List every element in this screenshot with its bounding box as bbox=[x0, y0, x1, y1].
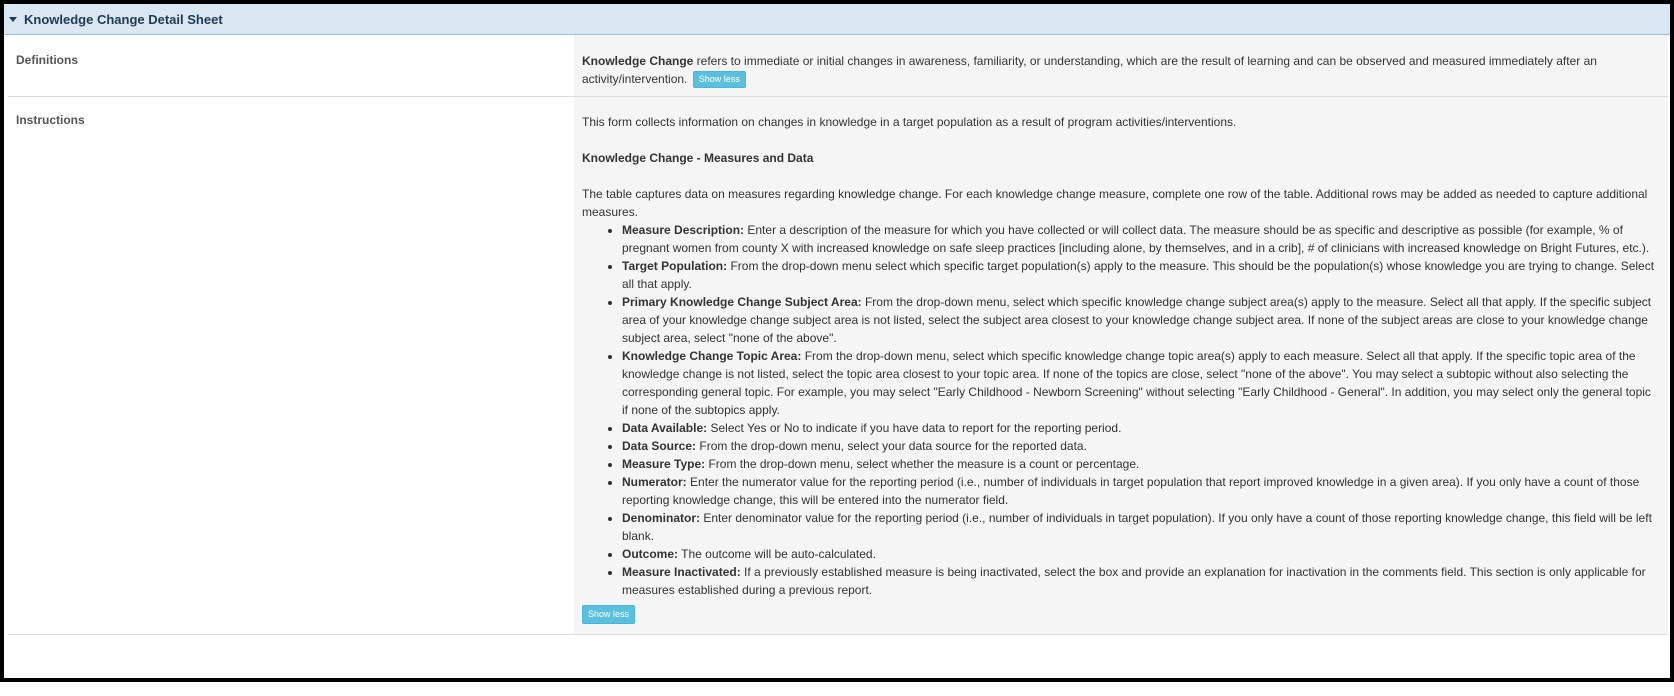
item-text: From the drop-down menu, select whether the measure is a count or percentage. bbox=[705, 457, 1140, 472]
item-term: Measure Description: bbox=[622, 223, 745, 238]
list-item bbox=[622, 257, 1660, 293]
list-item bbox=[622, 437, 1660, 455]
list-item bbox=[622, 347, 1660, 419]
sheet-bottom-spacer bbox=[8, 635, 1668, 673]
panel-header[interactable] bbox=[4, 4, 1670, 35]
list-item bbox=[622, 563, 1660, 599]
list-item bbox=[622, 419, 1660, 437]
item-text: From the drop-down menu, select which specific knowledge change subject area(s) apply to the measure. Select all that apply. If the specific subject area of your knowledge change subject area is not listed, select the subject area closest to your knowledge change subject area. If none of the subject areas are close to your knowledge change subject area, select "none of the above". bbox=[622, 295, 1652, 346]
item-term: Measure Type: bbox=[622, 457, 706, 472]
definition-text: refers to immediate or initial changes in awareness, familiarity, or understanding, which are the result of learning and can be observed and measured immediately after an activity/intervention. bbox=[582, 54, 1597, 86]
definitions-label: Definitions bbox=[8, 35, 574, 96]
item-term: Outcome: bbox=[622, 547, 679, 562]
list-item bbox=[622, 221, 1660, 257]
item-text: Enter the numerator value for the reporting period (i.e., number of individuals in target population that report improved knowledge in a given area). If you only have a count of those reporting knowledge change, this will be entered into the numerator field. bbox=[622, 475, 1640, 508]
item-text: From the drop-down menu, select which specific knowledge change topic area(s) apply to each measure. Select all that apply. If the specific topic area of the knowledge change is not listed, select the topic area closest to your topic area. If none of the topics are close, select "none of the above". You may select a subtopic without also selecting the corresponding general topic. For example, you may select "Early Childhood - Newborn Screening" without selecting "Early Childhood - General". In addition, you may select only the general topic if none of the subtopics apply. bbox=[622, 349, 1651, 418]
instructions-intro: This form collects information on changes in knowledge in a target population as a result of program activities/interventions. bbox=[582, 115, 1237, 130]
item-text: Enter a description of the measure for which you have collected or will collect data. The measure should be as specific and descriptive as possible (for example, % of pregnant women from county X with increased knowledge on safe sleep practices [including alone, by themselves, and in a crib], # of clinicians with increased knowledge on Bright Futures, etc.). bbox=[622, 223, 1650, 256]
instructions-row bbox=[8, 97, 1668, 635]
item-text: Enter denominator value for the reporting period (i.e., number of individuals in target population). If you only have a count of those reporting knowledge change, this field will be left blank. bbox=[622, 511, 1652, 544]
item-text: From the drop-down menu, select your data source for the reported data. bbox=[696, 439, 1087, 454]
item-term: Target Population: bbox=[622, 259, 728, 274]
list-item bbox=[622, 509, 1660, 545]
item-term: Primary Knowledge Change Subject Area: bbox=[622, 295, 862, 310]
panel-title: Knowledge Change Detail Sheet bbox=[24, 11, 223, 27]
instructions-content bbox=[574, 97, 1668, 634]
item-text: The outcome will be auto-calculated. bbox=[678, 547, 876, 562]
instructions-label: Instructions bbox=[8, 97, 574, 634]
list-item bbox=[622, 293, 1660, 347]
item-term: Denominator: bbox=[622, 511, 700, 526]
measures-subheading: Knowledge Change - Measures and Data bbox=[582, 151, 814, 166]
caret-down-icon[interactable] bbox=[9, 17, 17, 22]
list-item bbox=[622, 455, 1660, 473]
item-text: If a previously established measure is being inactivated, select the box and provide an explanation for inactivation in the comments field. This section is only applicable for measures established during a previous report. bbox=[622, 565, 1646, 598]
definitions-content bbox=[574, 35, 1668, 96]
detail-sheet bbox=[8, 35, 1668, 673]
item-term: Data Source: bbox=[622, 439, 697, 454]
instructions-list bbox=[582, 221, 1660, 599]
definitions-row bbox=[8, 35, 1668, 97]
item-text: Select Yes or No to indicate if you have data to report for the reporting period. bbox=[707, 421, 1122, 436]
item-term: Measure Inactivated: bbox=[622, 565, 741, 580]
item-term: Numerator: bbox=[622, 475, 687, 490]
item-text: From the drop-down menu select which specific target population(s) apply to the measure. This should be the population(s) whose knowledge you are trying to change. Select all that apply. bbox=[622, 259, 1655, 292]
instructions-show-less-button[interactable]: Show less bbox=[582, 605, 635, 624]
table-intro: The table captures data on measures regarding knowledge change. For each knowledge change measure, complete one row of the table. Additional rows may be added as needed to capture additional measures. bbox=[582, 187, 1648, 220]
definition-term: Knowledge Change bbox=[582, 54, 694, 68]
list-item bbox=[622, 545, 1660, 563]
item-term: Knowledge Change Topic Area: bbox=[622, 349, 802, 364]
list-item bbox=[622, 473, 1660, 509]
definitions-show-less-button[interactable]: Show less bbox=[693, 71, 746, 88]
item-term: Data Available: bbox=[622, 421, 708, 436]
